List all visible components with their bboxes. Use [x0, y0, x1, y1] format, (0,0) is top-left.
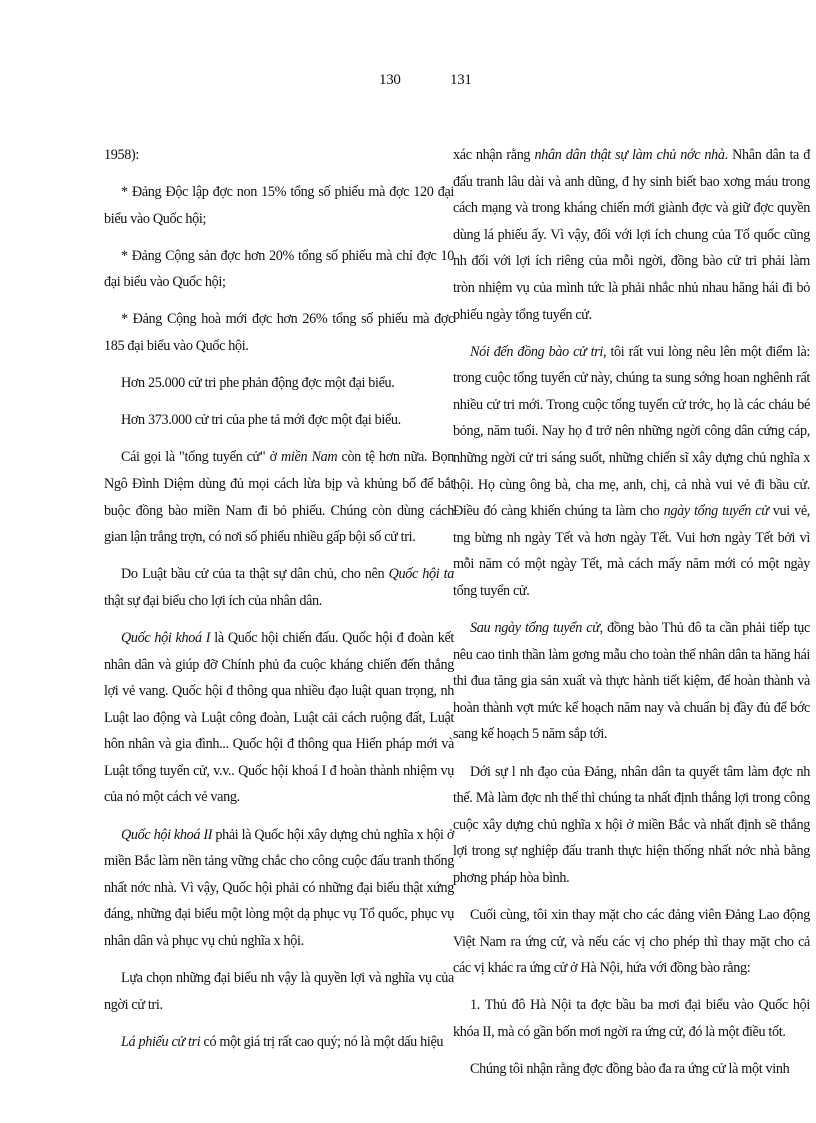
italic-run: Quốc hội khoá I — [121, 629, 211, 646]
paragraph: * Đảng Độc lập đợc non 15% tổng số phiếu mà đợc 120 đại biểu vào Quốc hội; — [104, 184, 454, 227]
paragraph — [453, 615, 810, 748]
text-run: , đồng bào Thủ đô ta cần phải tiếp tục nêu cao tinh thần làm gơng mẫu cho toàn thể nhân dân ta hăng hái thi đua tăng gia sản xuất và thực hành tiết kiệm, để hoàn thành và hoàn thành vợt mức kế hoạch năm nay và chuẩn bị đầy đủ để bớc sang kế hoạch 5 năm sắp tới. — [453, 620, 810, 743]
paragraph: Cuối cùng, tôi xin thay mặt cho các đảng viên Đảng Lao động Việt Nam ra ứng cử, và nếu các vị cho phép thì thay mặt cho cả các vị khác ra ứng cử ở Hà Nội, hứa với đồng bào rằng: — [453, 907, 810, 977]
page-number-left: 130 — [379, 72, 401, 88]
paragraph: Lựa chọn những đại biểu nh vậy là quyền lợi và nghĩa vụ của ngời cử tri. — [104, 970, 454, 1013]
italic-run: Lá phiếu cử tri — [121, 1033, 201, 1050]
italic-run: miền Nam — [281, 449, 338, 466]
text-run: Do Luật bầu cử của ta thật sự dân chủ, cho nên — [121, 566, 389, 583]
paragraph: Chúng tôi nhận rằng đợc đồng bào đa ra ứng cử là một vinh — [470, 1061, 790, 1077]
paragraph — [104, 625, 454, 811]
text-run: là Quốc hội chiến đấu. Quốc hội đ đoàn kết nhân dân và giúp đỡ Chính phủ đa cuộc kháng chiến đến thắng lợi vẻ vang. Quốc hội đ thông qua nhiều đạo luật quan trọng, nh Luật lao động và Luật công đoàn, Luật cải cách ruộng đất, Luật hôn nhân và gia đình... Quốc hội đ thông qua Hiến pháp mới và Luật tổng tuyển cử, v.v.. Quốc hội khoá I đ hoàn thành nhiệm vụ của nó một cách vẻ vang. — [104, 629, 454, 806]
paragraph: Hơn 373.000 cử tri của phe tả mới đợc một đại biểu. — [121, 412, 401, 429]
italic-run: Nói đến đồng bào cử tri — [470, 343, 604, 360]
text-run: có một giá trị rất cao quý; nó là một dấu hiệu — [200, 1033, 444, 1050]
text-run: . Nhân dân ta đ đấu tranh lâu dài và anh dũng, đ hy sinh biết bao xơng máu trong cách mạng và trong kháng chiến mới giành đợc và giữ đợc quyền dùng lá phiếu ấy. Vì vậy, đối với lợi ích chung của Tổ quốc cũng nh đối với lợi ích riêng của mỗi ngời, đồng bào cử tri phải làm tròn nhiệm vụ của mình tức là phải nhắc nhủ nhau hăng hái đi bỏ phiếu ngày tổng tuyển cử. — [453, 147, 811, 323]
paragraph: Dới sự l nh đạo của Đảng, nhân dân ta quyết tâm làm đợc nh thế. Mà làm đợc nh thế thì chúng ta nhất định thắng lợi trong công cuộc xây dựng chủ nghĩa x hội ở miền Bắc và nhất định sẽ thắng lợi trong sự nghiệp đấu tranh thực hiện thống nhất nớc nhà bằng phơng pháp hòa bình. — [453, 763, 810, 886]
text-run: còn tệ hơn nữa. Bọn Ngô Đình Diệm dùng đủ mọi cách lừa bịp và khủng bố để bắt buộc đồng bào miền Nam đi bỏ phiếu. Chúng còn dùng cách gian lận trắng trợn, có nơi số phiếu nhiều gấp bội số cử tri. — [104, 449, 454, 546]
left-column — [104, 142, 454, 1066]
text-run: thật sự đại biểu cho lợi ích của nhân dân. — [104, 592, 322, 609]
italic-run: ngày tổng tuyển cử — [663, 503, 769, 520]
paragraph — [453, 142, 810, 328]
paragraph — [104, 444, 454, 550]
paragraph: Hơn 25.000 cử tri phe phản động đợc một đại biểu. — [121, 375, 395, 392]
paragraph — [104, 1029, 454, 1056]
paragraph: * Đảng Cộng sản đợc hơn 20% tổng số phiếu mà chỉ đợc 10 đại biểu vào Quốc hội; — [104, 247, 454, 291]
paragraph: 1. Thủ đô Hà Nội ta đợc bầu ba mơi đại biểu vào Quốc hội khóa II, mà có gần bốn mơi ngời ra ứng cử, đó là một điều tốt. — [453, 997, 810, 1040]
italic-run: Quốc hội khoá II — [121, 826, 213, 843]
text-run: vui vẻ, tng bừng nh ngày Tết và hơn ngày Tết. Vui hơn ngày Tết bởi vì mỗi năm có một ngày Tết, mà cách mấy năm mới có một ngày tổng tuyển cử. — [453, 503, 810, 599]
paragraph — [104, 561, 454, 614]
italic-run: Sau ngày tổng tuyển cử — [470, 620, 600, 637]
paragraph: * Đảng Cộng hoà mới đợc hơn 26% tổng số phiếu mà đợc 185 đại biểu vào Quốc hội. — [104, 311, 454, 355]
text-run: phải là Quốc hội xây dựng chủ nghĩa x hội ở miền Bắc làm nền tảng vững chắc cho công cuộc đấu tranh thống nhất nớc nhà. Vì vậy, Quốc hội phải có những đại biểu thật xứng đáng, những đại biểu một lòng một dạ phục vụ Tổ quốc, phục vụ nhân dân và phục vụ chủ nghĩa x hội. — [104, 826, 454, 949]
page-number-right: 131 — [450, 72, 472, 88]
right-column — [453, 142, 810, 1093]
italic-run: nhân dân thật sự làm chủ nớc nhà — [534, 147, 725, 163]
italic-run: Quốc hội ta — [388, 566, 454, 583]
paragraph: 1958): — [104, 147, 139, 163]
paragraph — [453, 339, 810, 605]
text-run: xác nhận rằng — [453, 147, 535, 163]
text-run: , tôi rất vui lòng nêu lên một điểm là: trong cuộc tổng tuyển cử này, chúng ta sung sớng hoan nghênh rất nhiều cử tri mới. Trong cuộc tổng tuyển cử trớc, họ là các cháu bé bỏng, năm tuổi. Nay họ đ trở nên những ngời công dân cứng cáp, những ngời cử tri sáng suốt, những chiến sĩ xây dựng chủ nghĩa x hội. Họ cùng ông bà, cha mẹ, anh, chị, cả nhà vui vẻ đi bầu cử. Điều đó càng khiến chúng ta làm cho — [453, 343, 810, 520]
text-run: Cái gọi là "tổng tuyển cử" ở — [121, 449, 282, 466]
paragraph — [104, 822, 454, 955]
